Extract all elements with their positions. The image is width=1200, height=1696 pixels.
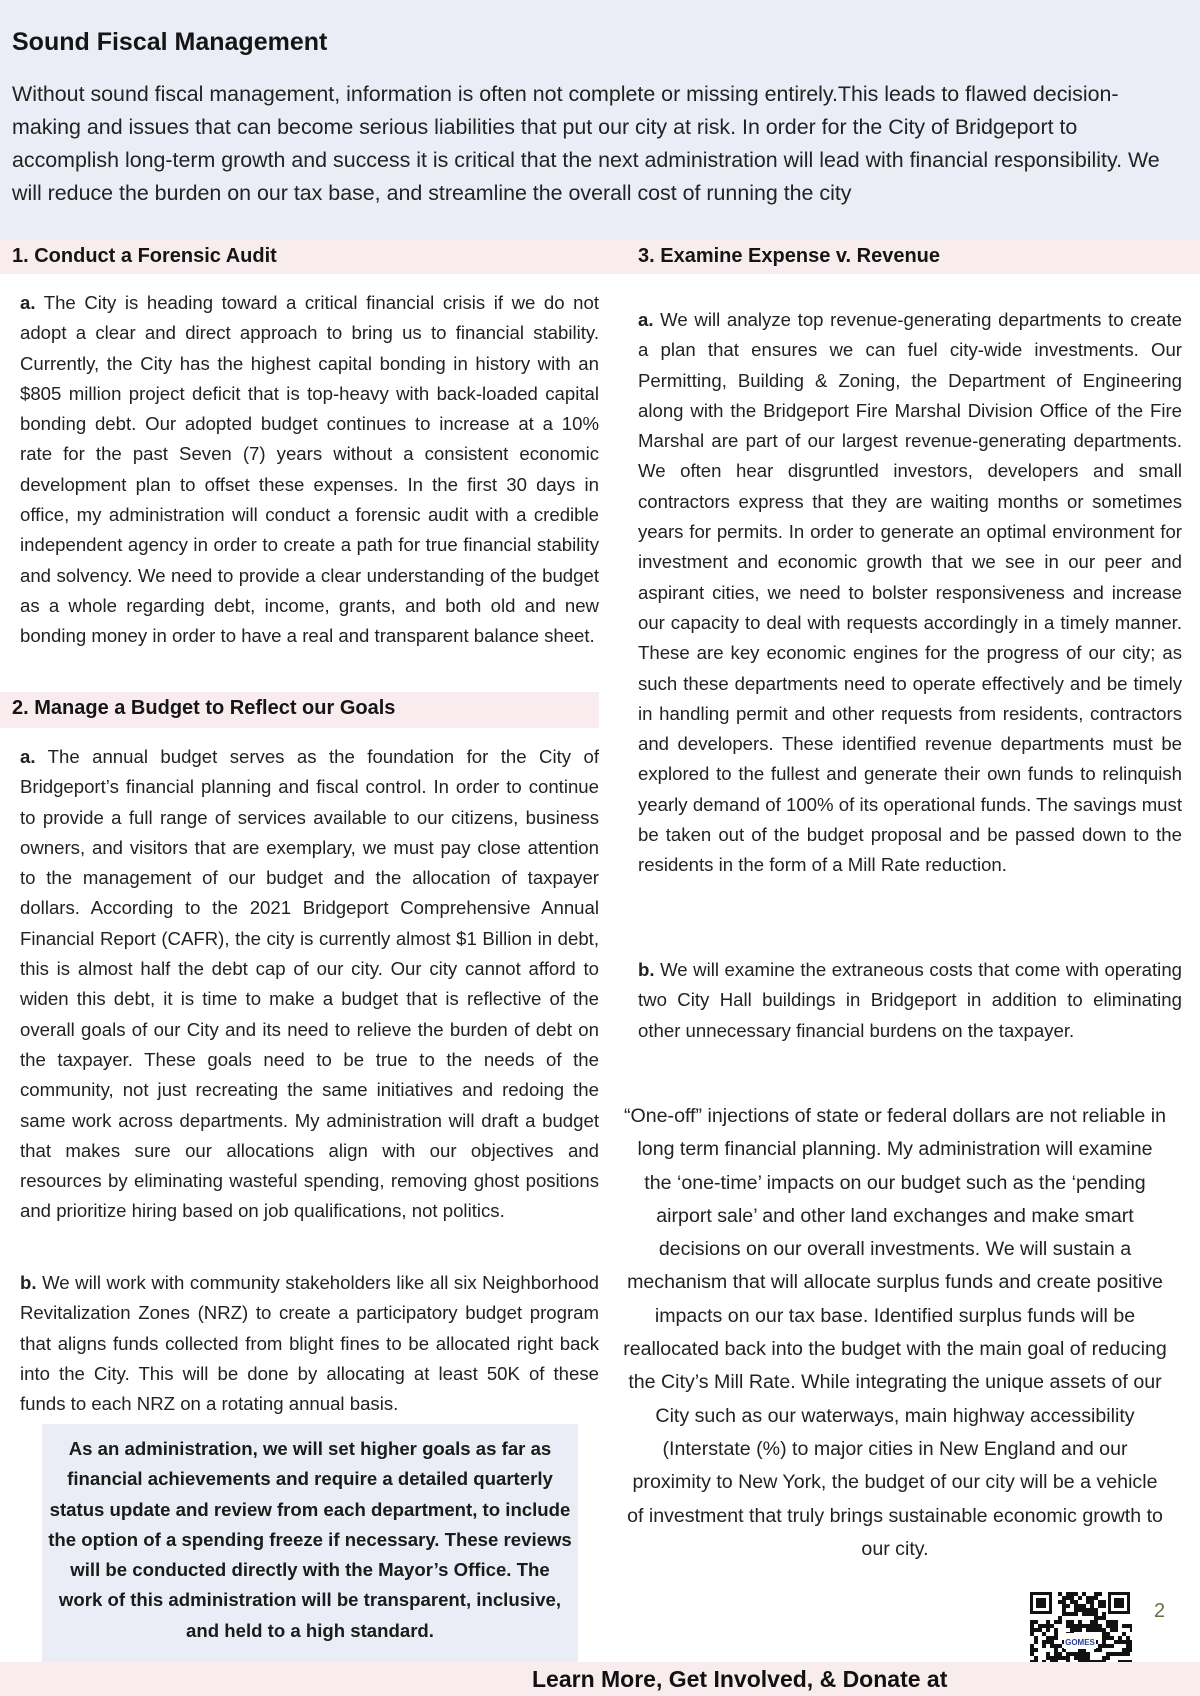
footer-cta: Learn More, Get Involved, & Donate at [532, 1666, 948, 1692]
section-1-heading: 1. Conduct a Forensic Audit [12, 245, 277, 267]
intro-paragraph: Without sound fiscal management, information is often not complete or missing entirely.This leads to flawed decision- making and issues that can become serious liabilities that put our city at risk. In order for the City of Bridgeport to accomplish long-term growth and success it is critical that the next administration will lead with financial responsibility. We will reduce the burden on our tax base, and streamline the overall cost of running the city [12, 82, 1160, 205]
commitment-callout [42, 1424, 578, 1662]
item-marker: b. [638, 959, 655, 980]
section-2-item-a [20, 742, 599, 1227]
intro-section [0, 0, 1200, 240]
page-title: Sound Fiscal Management [12, 28, 328, 56]
section-1-item-a [20, 288, 599, 652]
item-text: The annual budget serves as the foundation for the City of Bridgeport’s financial planning and fiscal control. In order to continue to provide a full range of services available to our citizens, business owners, and visitors that are exemplary, we must pay close attention to the management of our budget and the allocation of taxpayer dollars. According to the 2021 Bridgeport Comprehensive Annual Financial Report (CAFR), the city is currently almost $1 Billion in debt, this is almost half the debt cap of our city. Our city cannot afford to widen this debt, it is time to make a budget that is reflective of the overall goals of our City and its need to relieve the burden of debt on the taxpayer. These goals need to be true to the needs of the community, not just recreating the same initiatives and redoing the same work across departments. My administration will draft a budget that makes sure our allocations align with our objectives and resources by eliminating wasteful spending, removing ghost positions and prioritize hiring based on job qualifications, not politics. [20, 746, 599, 1222]
section-2-heading: 2. Manage a Budget to Reflect our Goals [12, 697, 396, 719]
section-2-item-b [20, 1268, 599, 1419]
section-3-heading: 3. Examine Expense v. Revenue [638, 245, 941, 267]
qr-center-logo: GOMES [1065, 1638, 1095, 1647]
item-marker: b. [20, 1272, 37, 1293]
footer-bar [0, 1662, 1200, 1696]
item-text: The City is heading toward a critical financial crisis if we do not adopt a clear and direct approach to bring us to financial stability. Currently, the City has the highest capital bonding in history with an $805 million project deficit that is top-heavy with back-loaded capital bonding debt. Our adopted budget continues to increase at a 10% rate for the past Seven (7) years without a consistent economic development plan to offset these expenses. In the first 30 days in office, my administration will conduct a forensic audit with a credible independent agency in order to create a path for true financial stability and solvency. We need to provide a clear understanding of the budget as a whole regarding debt, income, grants, and both old and new bonding money in order to have a real and transparent balance sheet. [20, 292, 599, 647]
item-text: We will work with community stakeholders like all six Neighborhood Revitalization Zones (NRZ) to create a participatory budget program that aligns funds collected from blight fines to be allocated right back into the City. This will be done by allocating at least 50K of these funds to each NRZ on a rotating annual basis. [20, 1272, 599, 1415]
section-3-item-b [638, 955, 1182, 1046]
item-text: We will examine the extraneous costs that come with operating two City Hall buildings in Bridgeport in addition to eliminating other unnecessary financial burdens on the taxpayer. [638, 959, 1182, 1041]
item-marker: a. [20, 292, 36, 313]
item-marker: a. [638, 309, 654, 330]
page-number: 2 [1154, 1600, 1166, 1622]
callout-text: As an administration, we will set higher goals as far as financial achievements and require a detailed quarterly status update and review from each department, to include the option of a spending freeze if necessary. These reviews will be conducted directly with the Mayor’s Office. The work of this administration will be transparent, inclusive, and held to a high standard. [48, 1438, 572, 1641]
item-marker: a. [20, 746, 36, 767]
item-text: We will analyze top revenue-generating departments to create a plan that ensures we can fuel city-wide investments. Our Permitting, Building & Zoning, the Department of Engineering along with the Bridgeport Fire Marshal Division Office of the Fire Marshal are part of our largest revenue-generating departments. We often hear disgruntled investors, developers and small contractors express that they are waiting months or sometimes years for permits. In order to generate an optimal environment for investment and economic growth that we see in our peer and aspirant cities, we need to bolster responsiveness and increase our capacity to deal with requests accordingly in a timely manner. These are key economic engines for the progress of our city; as such these departments need to operate effectively and be timely in handling permit and other requests from residents, contractors and developers. These identified revenue departments must be explored to the fullest and generate their own funds to relinquish yearly demand of 100% of its operational funds. The savings must be taken out of the budget proposal and be passed down to the residents in the form of a Mill Rate reduction. [638, 309, 1182, 876]
section-3-item-a [638, 305, 1182, 881]
closing-statement: “One-off” injections of state or federal dollars are not reliable in long term financial planning. My administration will examine the ‘one-time’ impacts on our budget such as the ‘pending airport sale’ and other land exchanges and make smart decisions on our overall investments. We will sustain a mechanism that will allocate surplus funds and create positive impacts on our tax base. Identified surplus funds will be reallocated back into the budget with the main goal of reducing the City’s Mill Rate. While integrating the unique assets of our City such as our waterways, main highway accessibility (Interstate (%) to major cities in New England and our proximity to New York, the budget of our city will be a vehicle of investment that truly brings sustainable economic growth to our city. [623, 1105, 1167, 1560]
